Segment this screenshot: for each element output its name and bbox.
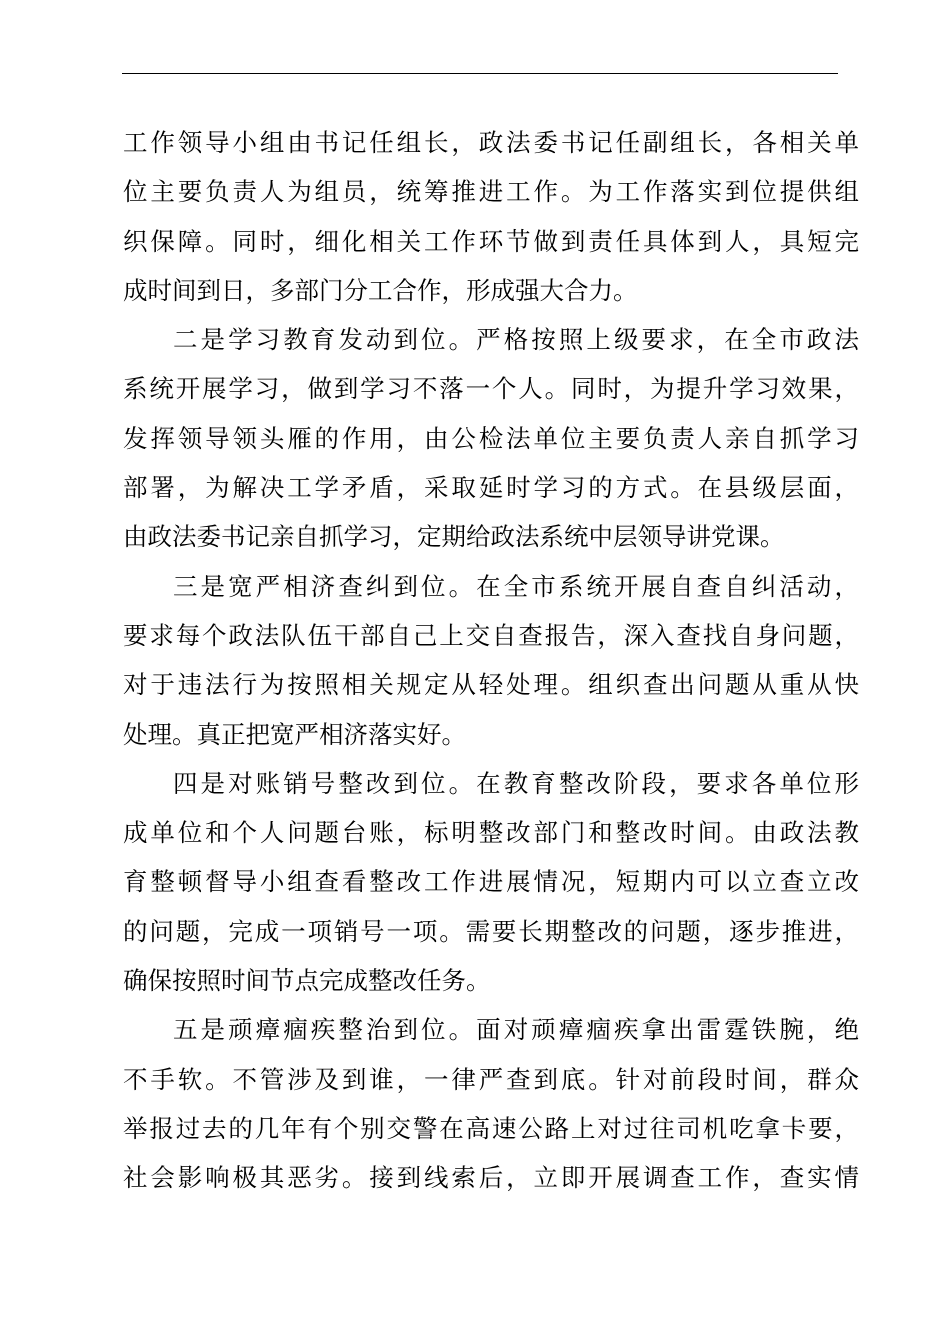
text-line: 成时间到日，多部门分工合作，形成强大合力。 [123, 275, 638, 305]
text-line: 确保按照时间节点完成整改任务。 [123, 966, 491, 996]
text-line: 对于违法行为按照相关规定从轻处理。组织查出问题从重从快 [123, 670, 859, 700]
text-line: 部署，为解决工学矛盾，采取延时学习的方式。在县级层面， [123, 473, 859, 503]
text-line: 五是顽瘴痼疾整治到位。面对顽瘴痼疾拿出雷霆铁腕，绝 [173, 1015, 859, 1045]
text-line: 发挥领导领头雁的作用，由公检法单位主要负责人亲自抓学习 [123, 423, 859, 453]
text-line: 要求每个政法队伍干部自己上交自查报告，深入查找自身问题， [123, 620, 859, 650]
text-line: 四是对账销号整改到位。在教育整改阶段，要求各单位形 [173, 768, 859, 798]
body-text [123, 118, 859, 1203]
text-line: 由政法委书记亲自抓学习，定期给政法系统中层领导讲党课。 [123, 522, 785, 552]
text-line: 成单位和个人问题台账，标明整改部门和整改时间。由政法教 [123, 818, 859, 848]
text-line: 社会影响极其恶劣。接到线索后，立即开展调查工作，查实情 [123, 1163, 859, 1193]
text-line: 工作领导小组由书记任组长，政法委书记任副组长，各相关单 [123, 128, 859, 157]
text-line: 不手软。不管涉及到谁，一律严查到底。针对前段时间，群众 [123, 1064, 859, 1094]
text-line: 三是宽严相济查纠到位。在全市系统开展自查自纠活动， [173, 571, 859, 601]
text-line: 系统开展学习，做到学习不落一个人。同时，为提升学习效果， [123, 374, 859, 404]
header-rule [122, 73, 838, 74]
text-line: 的问题，完成一项销号一项。需要长期整改的问题，逐步推进， [123, 916, 859, 946]
text-line: 二是学习教育发动到位。严格按照上级要求，在全市政法 [173, 325, 859, 355]
text-line: 育整顿督导小组查看整改工作进展情况，短期内可以立查立改 [123, 867, 859, 897]
text-line: 处理。真正把宽严相济落实好。 [123, 719, 466, 749]
text-line: 位主要负责人为组员，统筹推进工作。为工作落实到位提供组 [123, 177, 859, 207]
text-line: 织保障。同时，细化相关工作环节做到责任具体到人，具短完 [123, 226, 859, 256]
text-line: 举报过去的几年有个别交警在高速公路上对过往司机吃拿卡要， [123, 1113, 859, 1143]
